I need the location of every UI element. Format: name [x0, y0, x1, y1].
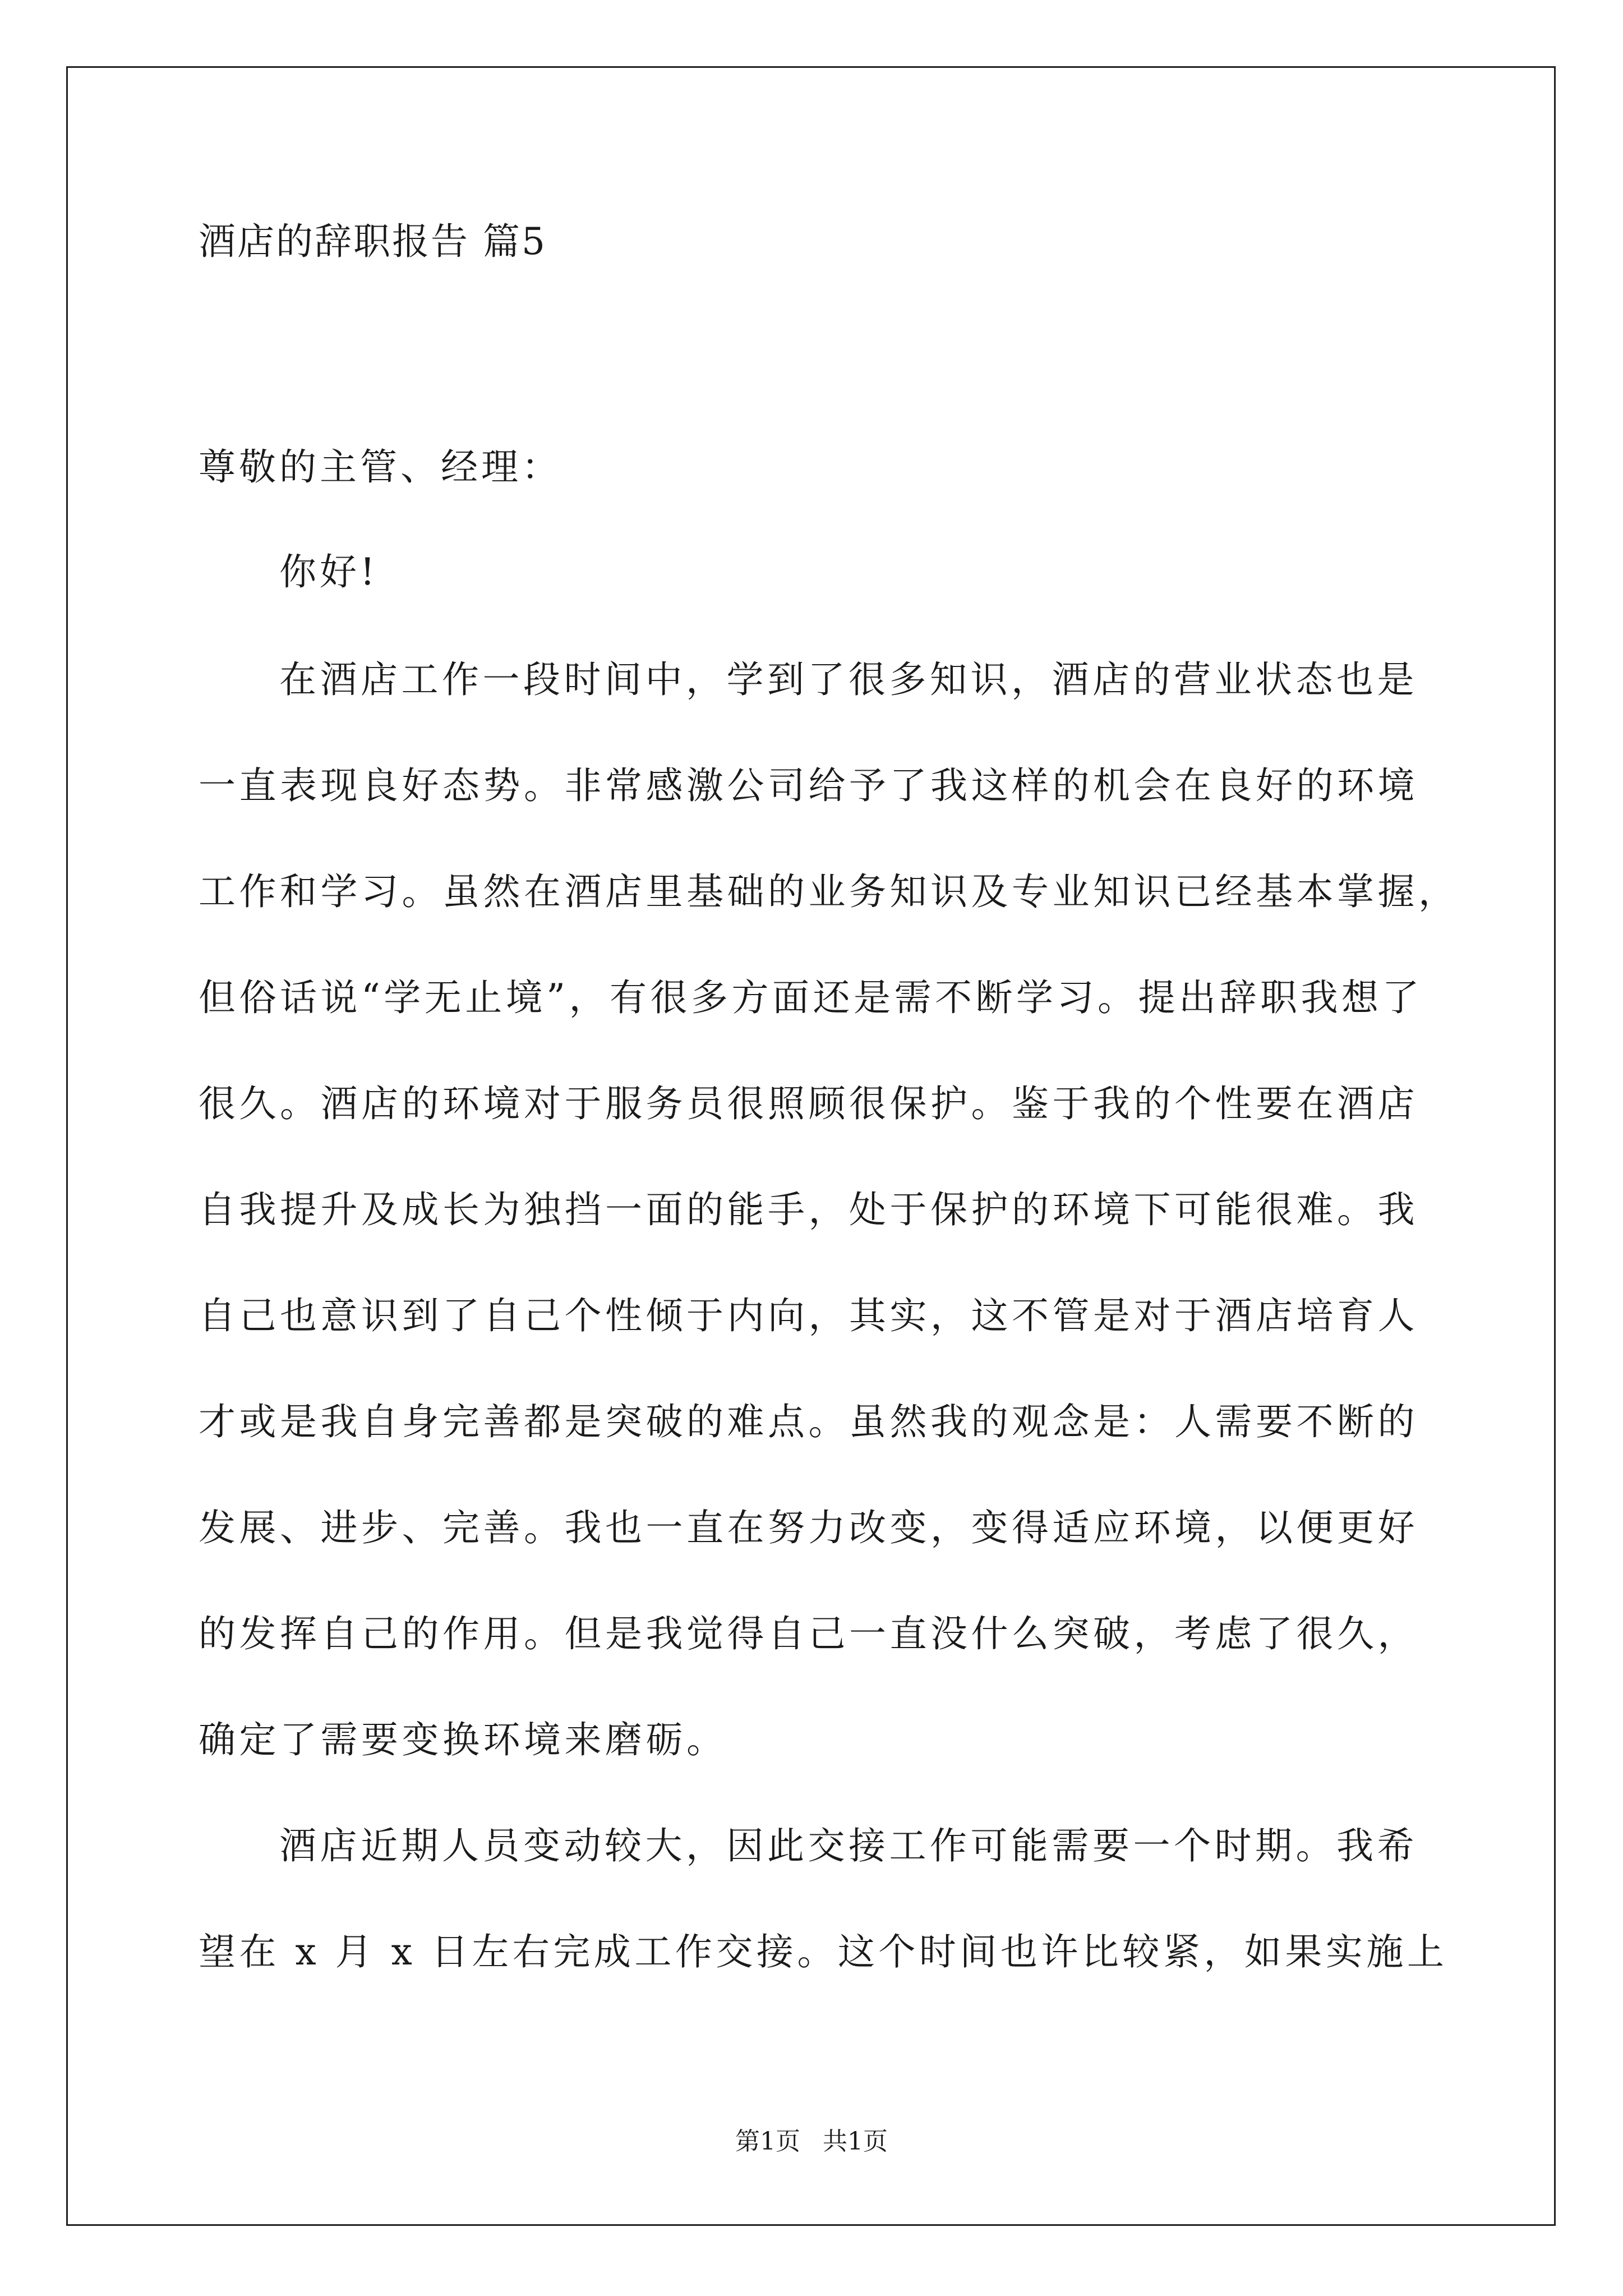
page-number-total: 共1页 — [823, 2127, 888, 2156]
paragraph-2-line: 酒店近期人员变动较大，因此交接工作可能需要一个时期。我希 — [279, 1824, 1418, 1867]
greeting: 你好! — [279, 550, 379, 593]
paragraph-1-line: 很久。酒店的环境对于服务员很照顾很保护。鉴于我的个性要在酒店 — [199, 1082, 1418, 1125]
paragraph-1-line: 才或是我自身完善都是突破的难点。虽然我的观念是：人需要不断的 — [199, 1400, 1418, 1443]
paragraph-1-line: 但俗话说“学无止境”，有很多方面还是需不断学习。提出辞职我想了 — [199, 976, 1423, 1019]
page-footer — [0, 2129, 1623, 2154]
page-number-current: 第1页 — [735, 2127, 800, 2156]
paragraph-1-line: 在酒店工作一段时间中，学到了很多知识，酒店的营业状态也是 — [279, 658, 1418, 701]
paragraph-2-line: 望在 x 月 x 日左右完成工作交接。这个时间也许比较紧，如果实施上 — [199, 1930, 1448, 1973]
document-title: 酒店的辞职报告 篇5 — [199, 220, 547, 263]
paragraph-1-line: 发展、进步、完善。我也一直在努力改变，变得适应环境，以便更好 — [199, 1506, 1418, 1549]
page-border — [66, 66, 1556, 2226]
paragraph-1-line: 确定了需要变换环境来磨砺。 — [199, 1718, 727, 1761]
paragraph-1-line: 的发挥自己的作用。但是我觉得自己一直没什么突破，考虑了很久， — [199, 1612, 1418, 1655]
paragraph-1-line: 一直表现良好态势。非常感激公司给予了我这样的机会在良好的环境 — [199, 764, 1418, 807]
paragraph-1-line: 工作和学习。虽然在酒店里基础的业务知识及专业知识已经基本掌握， — [199, 870, 1459, 913]
paragraph-1-line: 自己也意识到了自己个性倾于内向，其实，这不管是对于酒店培育人 — [199, 1294, 1418, 1337]
salutation: 尊敬的主管、经理： — [199, 445, 562, 489]
paragraph-1-line: 自我提升及成长为独挡一面的能手，处于保护的环境下可能很难。我 — [199, 1188, 1418, 1231]
